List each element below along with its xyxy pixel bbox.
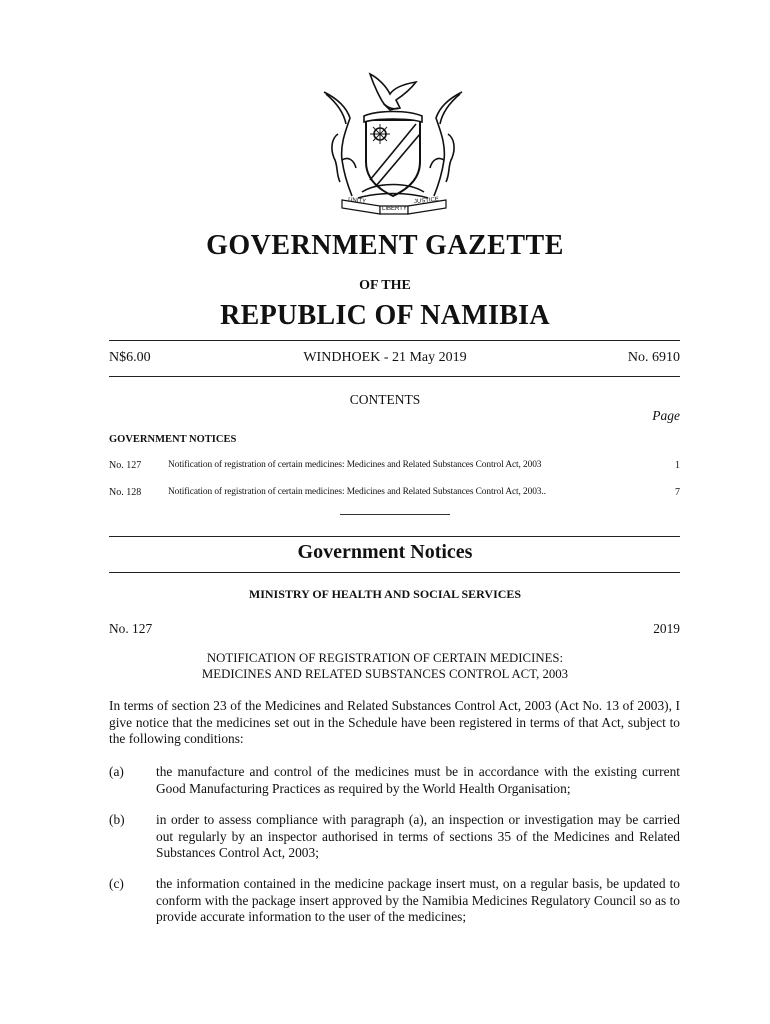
condition-a-text: the manufacture and control of the medicines must be in accordance with the existing current Good Manufacturing Practices as required by the World Health Organisation; [156, 764, 680, 796]
notices-heading: Government Notices [297, 541, 473, 563]
gazette-title: GOVERNMENT GAZETTE [206, 230, 564, 261]
contents-page-label: Page [652, 408, 680, 423]
coat-of-arms-icon [318, 64, 468, 216]
condition-a-label: (a) [109, 764, 124, 779]
toc-entry-2-page: 7 [675, 487, 680, 498]
notice-number: No. 127 [109, 621, 153, 636]
notices-rule-top [109, 536, 680, 537]
notice-intro: In terms of section 23 of the Medicines and Related Substances Control Act, 2003 (Act No. 13 of 2003), I give notice that the medicines set out in the Schedule have been registered in terms of that Act, subject to the following conditions: [109, 698, 680, 746]
republic-title: REPUBLIC OF NAMIBIA [220, 300, 550, 331]
masthead-rule-bottom [109, 376, 680, 377]
toc-entry-1-no: No. 127 [109, 460, 142, 471]
motto-liberty: LIBERTY [382, 206, 407, 212]
motto-justice: JUSTICE [413, 196, 440, 206]
notice-title-line-1: NOTIFICATION OF REGISTRATION OF CERTAIN MEDICINES: [206, 651, 564, 665]
ministry-heading: MINISTRY OF HEALTH AND SOCIAL SERVICES [248, 587, 522, 601]
issue-price: N$6.00 [109, 350, 151, 365]
notice-title-line-2: MEDICINES AND RELATED SUBSTANCES CONTROL ACT, 2003 [201, 667, 569, 681]
toc-entry-1-page: 1 [675, 460, 680, 471]
notice-year: 2019 [653, 621, 680, 636]
issue-number: No. 6910 [627, 350, 680, 365]
toc-entry-2-text: Notification of registration of certain medicines: Medicines and Related Substances Control Act, 2003.. [168, 487, 546, 497]
of-the-label: OF THE [359, 278, 411, 293]
toc-entry-1-text: Notification of registration of certain medicines: Medicines and Related Substances Control Act, 2003 [168, 460, 542, 470]
condition-b-text: in order to assess compliance with paragraph (a), an inspection or investigation may be carried out regularly by an inspector authorised in terms of sections 35 of the Medicines and Related Substances Control Act, 2003; [156, 812, 680, 860]
toc-entry-2-no: No. 128 [109, 487, 142, 498]
condition-c-text: the information contained in the medicine package insert must, on a regular basis, be updated to conform with the package insert approved by the Namibia Medicines Regulatory Council so as to provide accurate information to the user of the medicines; [156, 876, 680, 924]
notices-rule-bottom [109, 572, 680, 573]
contents-heading: CONTENTS [349, 392, 421, 407]
contents-section: GOVERNMENT NOTICES [109, 434, 237, 445]
condition-c-label: (c) [109, 876, 124, 891]
condition-b-label: (b) [109, 812, 125, 827]
motto-unity: UNITY [347, 197, 367, 205]
issue-place-date: WINDHOEK - 21 May 2019 [303, 350, 467, 365]
masthead-rule-top [109, 340, 680, 341]
contents-separator [340, 514, 450, 515]
